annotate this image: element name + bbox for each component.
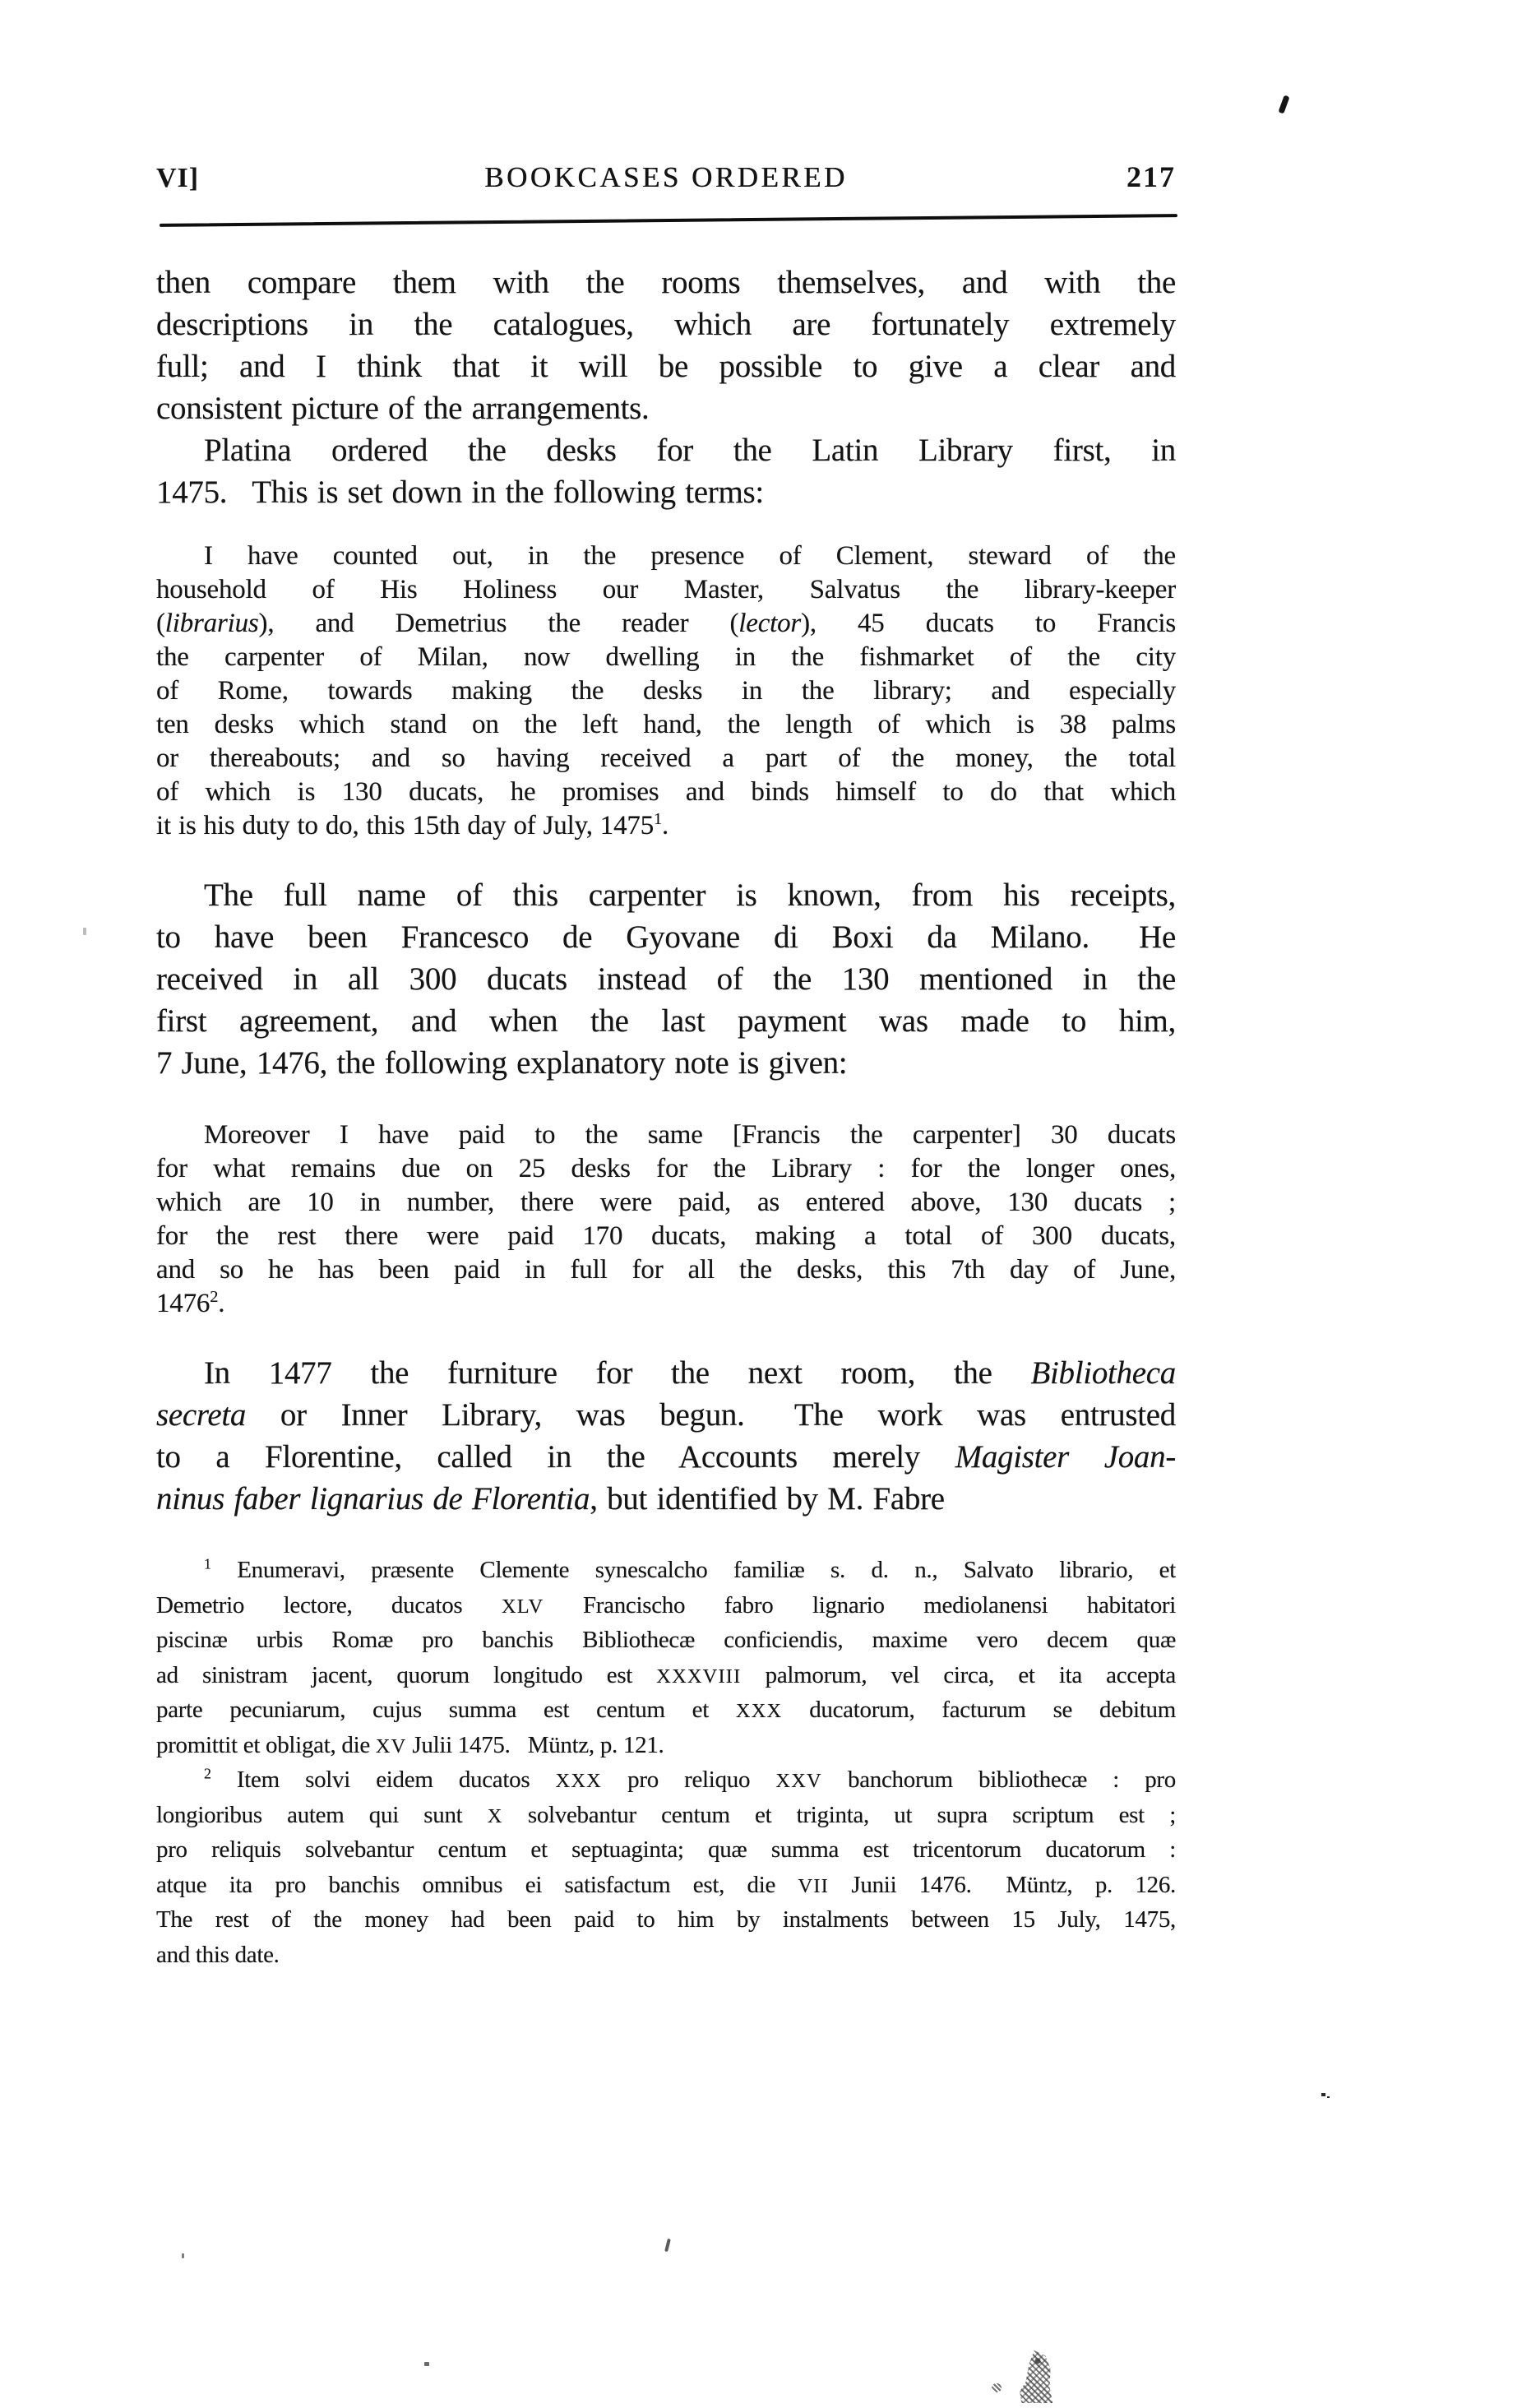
text-line: The full name of this carpenter is known, from his receipts,	[204, 878, 1176, 913]
text-block	[156, 262, 1176, 1972]
text-line: promittit et obligat, die XV Julii 1475. Müntz, p. 121.	[156, 1731, 664, 1758]
paragraph-3	[156, 874, 1176, 1084]
text-line: and this date.	[156, 1941, 280, 1968]
text-line: secreta or Inner Library, was begun. The work was entrusted	[156, 1397, 1176, 1433]
text-line: or thereabouts; and so having received a part of the money, the total	[156, 743, 1176, 773]
ink-smudge-dot	[992, 2383, 1002, 2392]
block-quote-1	[156, 539, 1176, 843]
text-line: received in all 300 ducats instead of the 130 mentioned in the	[156, 961, 1176, 997]
text-line: ad sinistram jacent, quorum longitudo est XXXVIII palmorum, vel circa, et ita accepta	[156, 1661, 1176, 1688]
text-line: then compare them with the rooms themselves, and with the	[156, 265, 1176, 300]
chapter-marker: VI]	[156, 163, 200, 193]
text-line: descriptions in the catalogues, which are fortunately extremely	[156, 307, 1176, 342]
text-line: piscinæ urbis Romæ pro banchis Bibliothecæ conficiendis, maxime vero decem quæ	[156, 1627, 1176, 1653]
text-line: (librarius), and Demetrius the reader (lector), 45 ducats to Francis	[156, 609, 1176, 638]
text-line: to a Florentine, called in the Accounts merely Magister Joan-	[156, 1439, 1176, 1475]
paragraph-1	[156, 262, 1176, 429]
text-line: for the rest there were paid 170 ducats, making a total of 300 ducats,	[156, 1221, 1176, 1251]
running-head	[156, 160, 1176, 194]
text-line: parte pecuniarum, cujus summa est centum et XXX ducatorum, facturum se debitum	[156, 1697, 1176, 1723]
text-line: for what remains due on 25 desks for the Library : for the longer ones,	[156, 1154, 1176, 1183]
text-line: ten desks which stand on the left hand, the length of which is 38 palms	[156, 710, 1176, 739]
text-line: pro reliquis solvebantur centum et septuaginta; quæ summa est tricentorum ducatorum :	[156, 1836, 1176, 1863]
text-line: atque ita pro banchis omnibus ei satisfactum est, die VII Junii 1476. Müntz, p. 126.	[156, 1871, 1176, 1898]
text-line: of Rome, towards making the desks in the library; and especially	[156, 676, 1176, 706]
text-line: which are 10 in number, there were paid, as entered above, 130 ducats ;	[156, 1188, 1176, 1217]
text-line: of which is 130 ducats, he promises and binds himself to do that which	[156, 777, 1176, 807]
text-line: consistent picture of the arrangements.	[156, 391, 650, 426]
scan-speck	[83, 928, 86, 935]
text-line: it is his duty to do, this 15th day of July, 1475$^1$.	[156, 810, 669, 840]
text-line: and so he has been paid in full for all the desks, this 7th day of June,	[156, 1255, 1176, 1285]
text-line: full; and I think that it will be possible to give a clear and	[156, 349, 1176, 384]
footnote-1	[156, 1553, 1176, 1762]
text-line: The rest of the money had been paid to him by instalments between 15 July, 1475,	[156, 1906, 1176, 1933]
text-line: $^2$ Item solvi eidem ducatos XXX pro reliquo XXV banchorum bibliothecæ : pro	[204, 1765, 1176, 1793]
text-line: Demetrio lectore, ducatos XLV Francischo fabro lignario mediolanensi habitatori	[156, 1591, 1176, 1618]
text-line: to have been Francesco de Gyovane di Boxi da Milano. He	[156, 919, 1176, 955]
text-line: Moreover I have paid to the same [Francis the carpenter] 30 ducats	[204, 1120, 1176, 1150]
paragraph-4	[156, 1352, 1176, 1520]
text-line: 7 June, 1476, the following explanatory note is given:	[156, 1045, 848, 1081]
text-line: $^1$ Enumeravi, præsente Clemente synescalcho familiæ s. d. n., Salvato librario, et	[204, 1555, 1176, 1583]
text-line: household of His Holiness our Master, Salvatus the library-keeper	[156, 575, 1176, 604]
header-rule	[160, 214, 1177, 227]
text-line: Platina ordered the desks for the Latin Library first, in	[204, 433, 1176, 468]
text-line: the carpenter of Milan, now dwelling in the fishmarket of the city	[156, 642, 1176, 672]
text-line: longioribus autem qui sunt X solvebantur centum et triginta, ut supra scriptum est ;	[156, 1801, 1176, 1828]
text-line: 1476$^2$.	[156, 1288, 225, 1318]
text-line: 1475. This is set down in the following terms:	[156, 475, 764, 510]
text-line: ninus faber lignarius de Florentia, but identified by M. Fabre	[156, 1481, 945, 1517]
text-line: first agreement, and when the last payment was made to him,	[156, 1003, 1176, 1039]
text-line: I have counted out, in the presence of Clement, steward of the	[204, 541, 1176, 571]
scan-speck	[664, 2239, 671, 2252]
paragraph-2	[156, 429, 1176, 513]
page-number: 217	[1126, 160, 1176, 193]
scan-mark	[1278, 95, 1289, 113]
block-quote-2	[156, 1118, 1176, 1321]
ink-smudge	[1016, 2350, 1059, 2403]
scan-speck	[1321, 2093, 1325, 2096]
running-title: BOOKCASES ORDERED	[484, 161, 848, 193]
scan-speck	[182, 2253, 184, 2258]
text-line: In 1477 the furniture for the next room, the Bibliotheca	[204, 1355, 1176, 1391]
scan-speck	[424, 2362, 429, 2366]
footnote-2	[156, 1762, 1176, 1972]
